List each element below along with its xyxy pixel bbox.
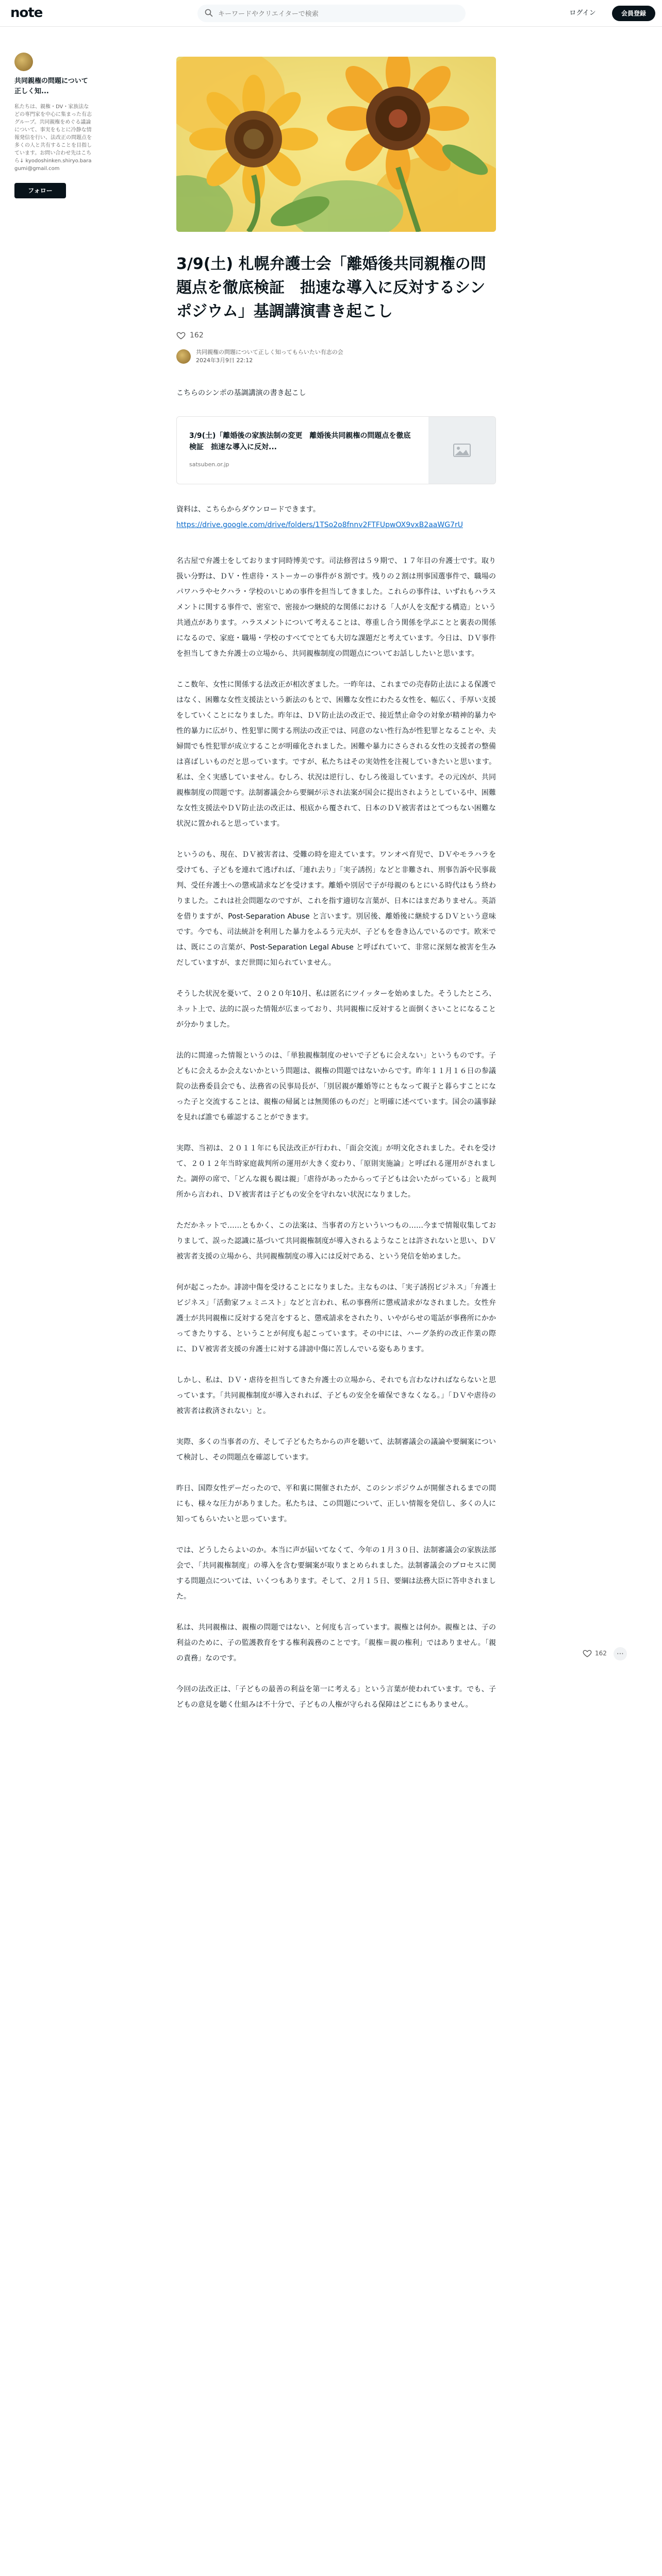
search-icon <box>205 9 213 17</box>
body-paragraph: 今回の法改正は、「子どもの最善の利益を第一に考える」という言葉が使われています。でも、子どもの意見を聴く仕組みは不十分で、子どもの人権が守られる保障はどこにもありません。 <box>176 1685 496 1709</box>
link-card-domain: satsuben.or.jp <box>189 461 229 468</box>
sunflower-illustration <box>176 57 496 232</box>
creator-avatar[interactable] <box>14 53 33 71</box>
creator-name[interactable]: 共同親権の問題について正しく知... <box>14 77 88 95</box>
author-name[interactable]: 共同親権の問題について正しく知ってもらいたい有志の会 <box>196 349 343 355</box>
body-paragraph: ただかネットで……ともかく、この法案は、当事者の方といういつもの……今まで情報収集しておりまして、誤った認識に基づいて共同親権制度が導入されるようなことは許されないと思い、ＤＶ被害者支援の立場から、共同親権制度の導入には反対である、という発信を始めました。 <box>176 1222 496 1261</box>
body-paragraph: 名古屋で弁護士をしております同時博美です。司法修習は５９期で、１７年目の弁護士です。取り扱い分野は、ＤＶ・性虐待・ストーカーの事件が８割です。残りの２割は刑事国選事件で、職場のパワハラやセクハラ・学校のいじめの事件を担当してきました。これらの事件は、いずれもハラスメントに関する事件で、密室で、密接かつ継続的な関係における「人が人を支配する構造」という共通点があります。ハラスメントについて考えることは、尊重し合う関係を学ぶことと裏表の関係になるので、家庭・職場・学校のすべてでとても大切な課題だと考えています。今日は、ＤＶ事件を担当してきた弁護士の立場から、共同親権制度の問題点についてお話ししたいと思います。 <box>176 557 496 658</box>
link-card-thumbnail <box>428 417 495 484</box>
body-paragraph: ここ数年、女性に関係する法改正が相次ぎました。一昨年は、これまでの売春防止法による保護ではなく、困難な女性支援法という新法のもとで、困難な女性にわたる女性を、幅広く、手厚い支援をしていくことになりました。昨年は、ＤＶ防止法の改正で、接近禁止命令の対象が精神的暴力や性的暴力に広がり、性犯罪に関する刑法の改正では、同意のない性行為が性犯罪となることや、夫婦間でも性犯罪が成立することが明確化されました。困難や暴力にさらされる女性の支援者の整備は喜ばしいものだと思っています。ですが、私たちはその実効性を注視していきたいと思います。私は、全く実感していません。むしろ、状況は逆行し、むしろ後退しています。その元凶が、共同親権制度の問題です。法制審議会から要綱が示され法案が国会に提出されようとしている中、困難な女性支援法やＤＶ防止法の改正は、根底から覆されて、日本のＤＶ被害者はとてつもない困難な状況に置かれると思っています。 <box>176 681 496 828</box>
publish-date: 2024年3月9日 22:12 <box>196 357 253 364</box>
body-paragraph: では、どうしたらよいのか。本当に声が届いてなくて、今年の１月３０日、法制審議会の家族法部会で、「共同親権制度」の導入を含む要綱案が取りまとめられました。法制審議会のプロセスに関する問題点については、いくつもあります。そして、２月１５日、要綱は法務大臣に答申されました。 <box>176 1546 496 1601</box>
share-icon[interactable]: ⋯ <box>614 1647 627 1660</box>
author-avatar[interactable] <box>176 349 191 364</box>
download-text: 資料は、こちらからダウンロードできます。 <box>176 505 320 514</box>
search-input[interactable] <box>217 8 456 20</box>
author-row <box>176 348 496 365</box>
floating-like-count: 162 <box>595 1650 607 1657</box>
like-row[interactable] <box>176 331 496 340</box>
site-header <box>0 0 662 27</box>
link-card-title: 3/9(土)「離婚後の家族法制の変更 離婚後共同親権の問題点を徹底検証 拙速な導入に反対... <box>189 432 411 451</box>
image-placeholder-icon <box>452 440 472 461</box>
body-paragraph: 何が起こったか。誹謗中傷を受けることになりました。主なものは、「実子誘拐ビジネス」「弁護士ビジネス」「活動家フェミニスト」などと言われ、私の事務所に懲戒請求がなされました。女性弁護士が共同親権に反対する発言をすると、懲戒請求をされたり、いやがらせの電話が事務所にかかってきたりする、ということが何度も起こっています。その中には、ハーグ条約の改正作業の際に、ＤＶ被害者支援の弁護士に対する誹謗中傷に苦しんでいる姿もあります。 <box>176 1283 496 1353</box>
article-main <box>176 57 496 1728</box>
link-card[interactable] <box>176 416 496 484</box>
body-paragraph: 実際、当初は、２０１１年にも民法改正が行われ、「面会交流」が明文化されました。それを受けて、２０１２年当時家庭裁判所の運用が大きく変わり、「原則実施論」と呼ばれる運用がされました。調停の席で、「どんな親も親は親」「虐待があったからって子どもは会いたがっている」と裁判所から言われ、ＤＶ被害者は子どもの安全を守れない状況になりました。 <box>176 1144 496 1199</box>
login-button[interactable]: ログイン <box>569 9 596 17</box>
signup-button[interactable]: 会員登録 <box>612 6 655 21</box>
intro-text: こちらのシンポの基調講演の書き起こし <box>176 389 306 397</box>
body-paragraph: 私は、共同親権は、親権の問題ではない、と何度も言っています。親権とは何か。親権とは、子の利益のために、子の監護教育をする権利義務のことです。「親権＝親の権利」ではありません。「親の責務」なのです。 <box>176 1623 496 1663</box>
note-logo[interactable]: note <box>10 5 43 21</box>
search-box[interactable] <box>197 5 466 22</box>
follow-button[interactable]: フォロー <box>14 183 66 198</box>
floating-like-button[interactable] <box>583 1649 607 1658</box>
body-paragraph: そうした状況を憂いて、２０２０年10月、私は匿名にツイッターを始めました。そうしたところ、ネット上で、法的に誤った情報が広まっており、共同親権に反対すると面倒くさいことになることが分かりました。 <box>176 990 496 1029</box>
creator-sidebar <box>14 53 92 198</box>
heart-icon[interactable] <box>176 331 186 340</box>
article-body <box>176 385 496 1713</box>
body-paragraph: しかし、私は、ＤＶ・虐待を担当してきた弁護士の立場から、それでも言わなければならないと思っています。「共同親権制度が導入されれば、子どもの安全を確保できなくなる。」「ＤＶや虐待の被害者は救済されない」と。 <box>176 1376 496 1415</box>
download-paragraph <box>176 502 496 533</box>
body-paragraph: 実際、多くの当事者の方、そして子どもたちからの声を聴いて、法制審議会の議論や要綱案について検討し、その問題点を確認しています。 <box>176 1438 496 1462</box>
heart-icon[interactable] <box>583 1649 592 1658</box>
eyecatch-image <box>176 57 496 232</box>
body-paragraph: 法的に間違った情報というのは、「単独親権制度のせいで子どもに会えない」というものです。子どもに会えるか会えないかという問題は、親権の問題ではないからです。昨年１１月１６日の参議院の法務委員会でも、法務省の民事局長が、「別居親が離婚等にともなって親子と暮らすことになった子と交流することは、親権の帰属とは無関係のものだ」と明確に述べています。国会の議事録を見れば誰でも確認することができます。 <box>176 1052 496 1122</box>
body-paragraph: 昨日、国際女性デーだったので、平和裏に開催されたが、このシンポジウムが開催されるまでの間にも、様々な圧力がありました。私たちは、この問題について、正しい情報を発信し、多くの人に知ってもらいたいと思っています。 <box>176 1484 496 1523</box>
body-paragraph: というのも、現在、ＤＶ被害者は、受難の時を迎えています。ワンオペ育児で、ＤＶやモラハラを受けても、子どもを連れて逃げれば、「連れ去り」「実子誘拐」などと非難され、刑事告訴や民事裁判、受任弁護士への懲戒請求などを受けます。離婚や別居で子が母親のもとにいる時代はもう終わりました。これは社会問題なのですが、これを指す適切な言葉が、日本にはまだありません。英語を借りますが、Post-Separation Abuse と言います。別居後、離婚後に継続するＤＶという意味です。今でも、司法統計を利用した暴力をふるう元夫が、子どもを巻き込んでいるのです。欧米では、既にこの言葉が、Post-Separation Legal Abuse と呼ばれていて、非常に深刻な被害を生みだしていますが、まだ世間に知られていません。 <box>176 851 496 967</box>
like-count: 162 <box>190 331 204 340</box>
article-title: 3/9(土) 札幌弁護士会「離婚後共同親権の問題点を徹底検証 拙速な導入に反対するシンポジウム」基調講演書き起こし <box>176 255 486 320</box>
creator-bio: 私たちは、親権・DV・家族法などの専門家を中心に集まった有志グループ。共同親権をめぐる議論について、事実をもとに冷静な情報発信を行い、法改正の問題点を多くの人と共有することを目指しています。お問い合わせ先はこちら↓ kyodoshinken.shiryo.baragumi@gmail.com <box>14 104 92 172</box>
download-link[interactable]: https://drive.google.com/drive/folders/1TSo2o8fnnv2FTFUpwOX9vxB2aaWG7rU <box>176 521 463 529</box>
